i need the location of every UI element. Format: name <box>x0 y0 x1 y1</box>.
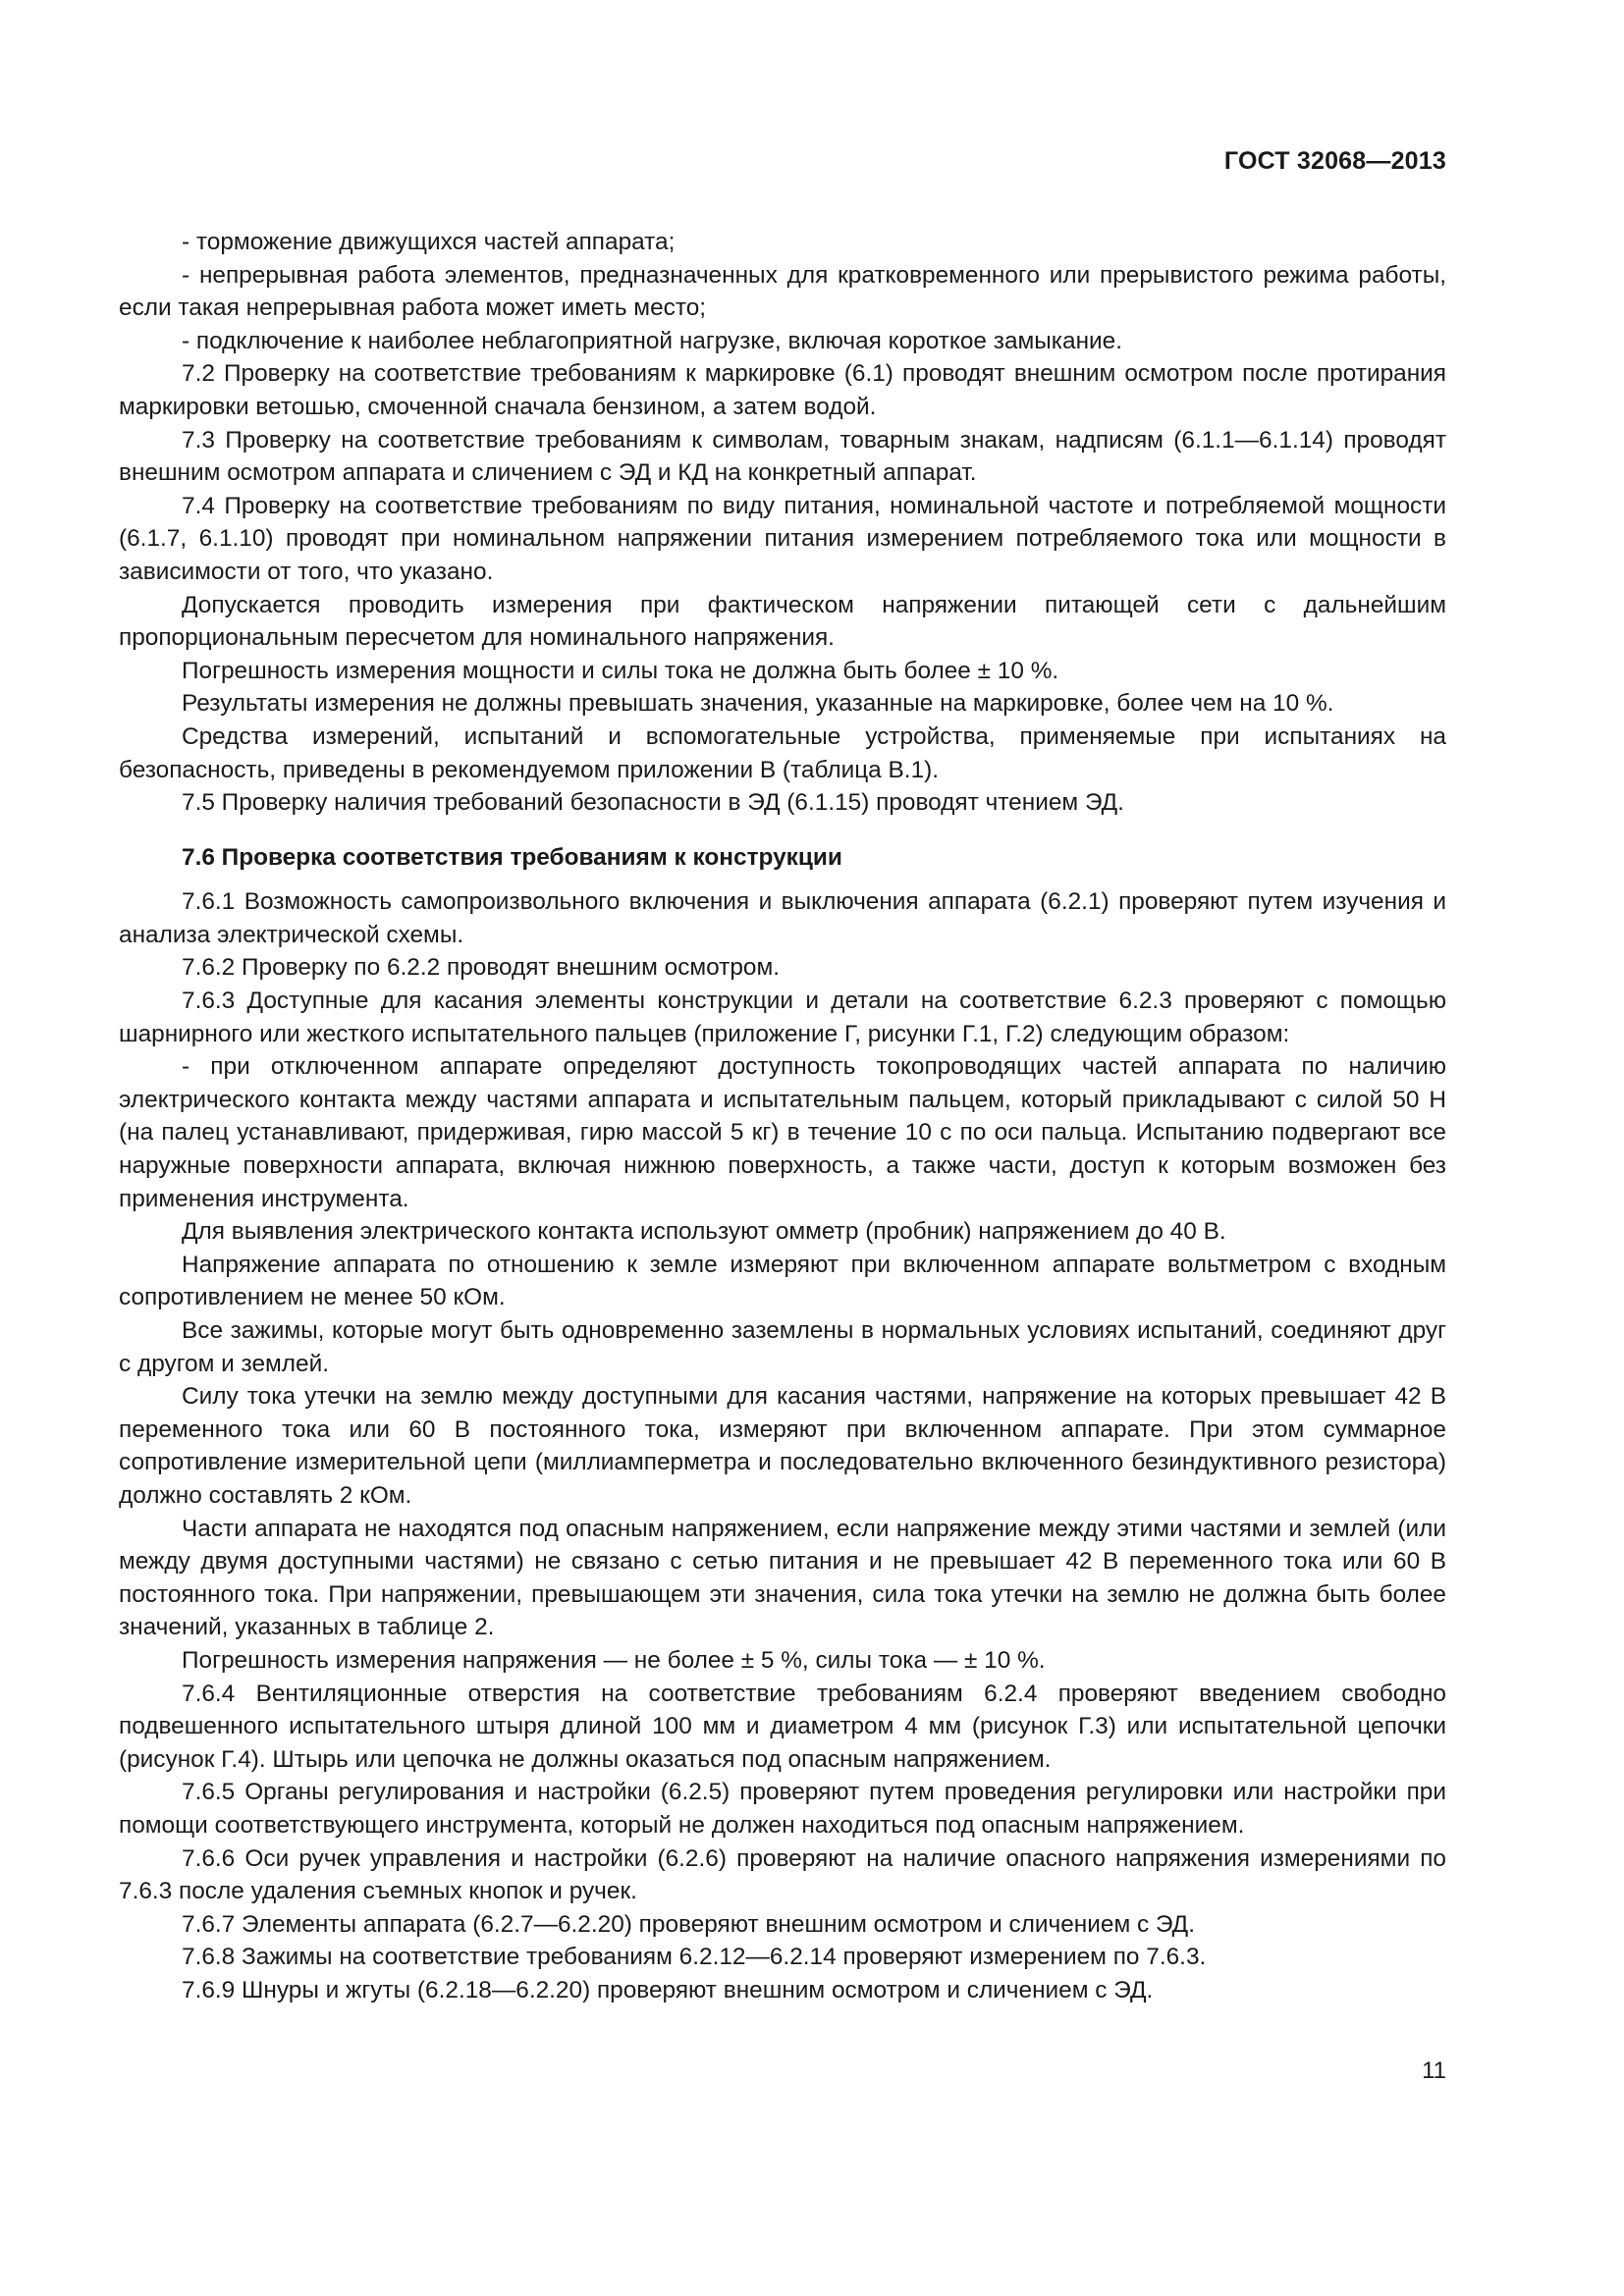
paragraph: Средства измерений, испытаний и вспомогательные устройства, применяемые при испытаниях на безопасность, приведены в рекомендуемом приложении В (таблица В.1). <box>119 722 1446 783</box>
paragraph-7-3: 7.3 Проверку на соответствие требованиям к символам, товарным знакам, надписям (6.1.1—6.1.14) проводят внешним осмотром аппарата и сличением с ЭД и КД на конкретный аппарат. <box>119 426 1446 487</box>
paragraph: - при отключенном аппарате определяют доступность токопроводящих частей аппарата по наличию электрического контакта между частями аппарата и испытательным пальцем, который прикладывают с силой 50 Н (на палец устанавливают, придерживая, гирю массой 5 кг) в течение 10 с по оси пальца. Испытанию подвергают все наружные поверхности аппарата, включая нижнюю поверхность, а также части, доступ к которым возможен без применения инструмента. <box>119 1053 1446 1212</box>
document-body <box>119 226 1446 2006</box>
paragraph-7-6-3: 7.6.3 Доступные для касания элементы конструкции и детали на соответствие 6.2.3 проверяют с помощью шарнирного или жесткого испытательного пальцев (приложение Г, рисунки Г.1, Г.2) следующим образом: <box>119 988 1446 1047</box>
standard-header: ГОСТ 32068—2013 <box>1223 147 1446 175</box>
paragraph: Все зажимы, которые могут быть одновременно заземлены в нормальных условиях испытаний, соединяют друг с другом и землей. <box>119 1317 1446 1377</box>
paragraph-7-6-6: 7.6.6 Оси ручек управления и настройки (6.2.6) проверяют на наличие опасного напряжения измерениями по 7.6.3 после удаления съемных кнопок и ручек. <box>119 1844 1446 1905</box>
paragraph: Погрешность измерения напряжения — не более ± 5 %, силы тока — ± 10 %. <box>182 1646 1046 1674</box>
paragraph: Части аппарата не находятся под опасным напряжением, если напряжение между этими частями и землей (или между двумя доступными частями) не связано с сетью питания и не превышает 42 В переменного тока или 60 В постоянного тока. При напряжении, превышающем эти значения, сила тока утечки на землю не должна быть более значений, указанных в таблице 2. <box>119 1515 1446 1641</box>
paragraph: Результаты измерения не должны превышать значения, указанные на маркировке, более чем на 10 %. <box>182 690 1334 718</box>
paragraph: Силу тока утечки на землю между доступными для касания частями, напряжение на которых превышает 42 В переменного тока или 60 В постоянного тока, измеряют при включенном аппарате. При этом суммарное сопротивление измерительной цепи (миллиамперметра и последовательно включенного безиндуктивного резистора) должно составлять 2 кОм. <box>119 1383 1446 1509</box>
paragraph-7-6-8: 7.6.8 Зажимы на соответствие требованиям 6.2.12—6.2.14 проверяют измерением по 7.6.3. <box>182 1944 1207 1971</box>
paragraph-7-6-9: 7.6.9 Шнуры и жгуты (6.2.18—6.2.20) проверяют внешним осмотром и сличением с ЭД. <box>182 1976 1154 2003</box>
paragraph-7-2: 7.2 Проверку на соответствие требованиям к маркировке (6.1) проводят внешним осмотром после протирания маркировки ветошью, смоченной сначала бензином, а затем водой. <box>119 360 1446 420</box>
paragraph-7-6-2: 7.6.2 Проверку по 6.2.2 проводят внешним осмотром. <box>182 954 781 982</box>
paragraph: Напряжение аппарата по отношению к земле измеряют при включенном аппарате вольтметром с входным сопротивлением не менее 50 кОм. <box>119 1251 1446 1311</box>
paragraph-7-6-1: 7.6.1 Возможность самопроизвольного включения и выключения аппарата (6.2.1) проверяют путем изучения и анализа электрической схемы. <box>119 888 1446 948</box>
paragraph-7-6-4: 7.6.4 Вентиляционные отверстия на соответствие требованиям 6.2.4 проверяют введением свободно подвешенного испытательного штыря длиной 100 мм и диаметром 4 мм (рисунок Г.3) или испытательной цепочки (рисунок Г.4). Штырь или цепочка не должны оказаться под опасным напряжением. <box>119 1680 1446 1773</box>
paragraph: - торможение движущихся частей аппарата; <box>182 229 676 255</box>
paragraph: - непрерывная работа элементов, предназначенных для кратковременного или прерывистого режима работы, если такая непрерывная работа может иметь место; <box>119 261 1446 322</box>
paragraph: Допускается проводить измерения при фактическом напряжении питающей сети с дальнейшим пропорциональным пересчетом для номинального напряжения. <box>119 591 1446 652</box>
section-heading-7-6: 7.6 Проверка соответствия требованиям к конструкции <box>182 843 842 871</box>
paragraph-7-5: 7.5 Проверку наличия требований безопасности в ЭД (6.1.15) проводят чтением ЭД. <box>182 789 1124 817</box>
paragraph-7-4: 7.4 Проверку на соответствие требованиям по виду питания, номинальной частоте и потребляемой мощности (6.1.7, 6.1.10) проводят при номинальном напряжении питания измерением потребляемого тока или мощности в зависимости от того, что указано. <box>119 492 1446 585</box>
document-page <box>119 0 1446 2296</box>
page-number: 11 <box>1422 2057 1446 2084</box>
paragraph: Погрешность измерения мощности и силы тока не должна быть более ± 10 %. <box>182 657 1059 684</box>
paragraph-7-6-5: 7.6.5 Органы регулирования и настройки (6.2.5) проверяют путем проведения регулировки или настройки при помощи соответствующего инструмента, который не должен находиться под опасным напряжением. <box>119 1779 1446 1839</box>
paragraph: Для выявления электрического контакта используют омметр (пробник) напряжением до 40 В. <box>182 1218 1226 1246</box>
paragraph: - подключение к наиболее неблагоприятной нагрузке, включая короткое замыкание. <box>182 327 1123 354</box>
paragraph-7-6-7: 7.6.7 Элементы аппарата (6.2.7—6.2.20) проверяют внешним осмотром и сличением с ЭД. <box>182 1910 1195 1938</box>
